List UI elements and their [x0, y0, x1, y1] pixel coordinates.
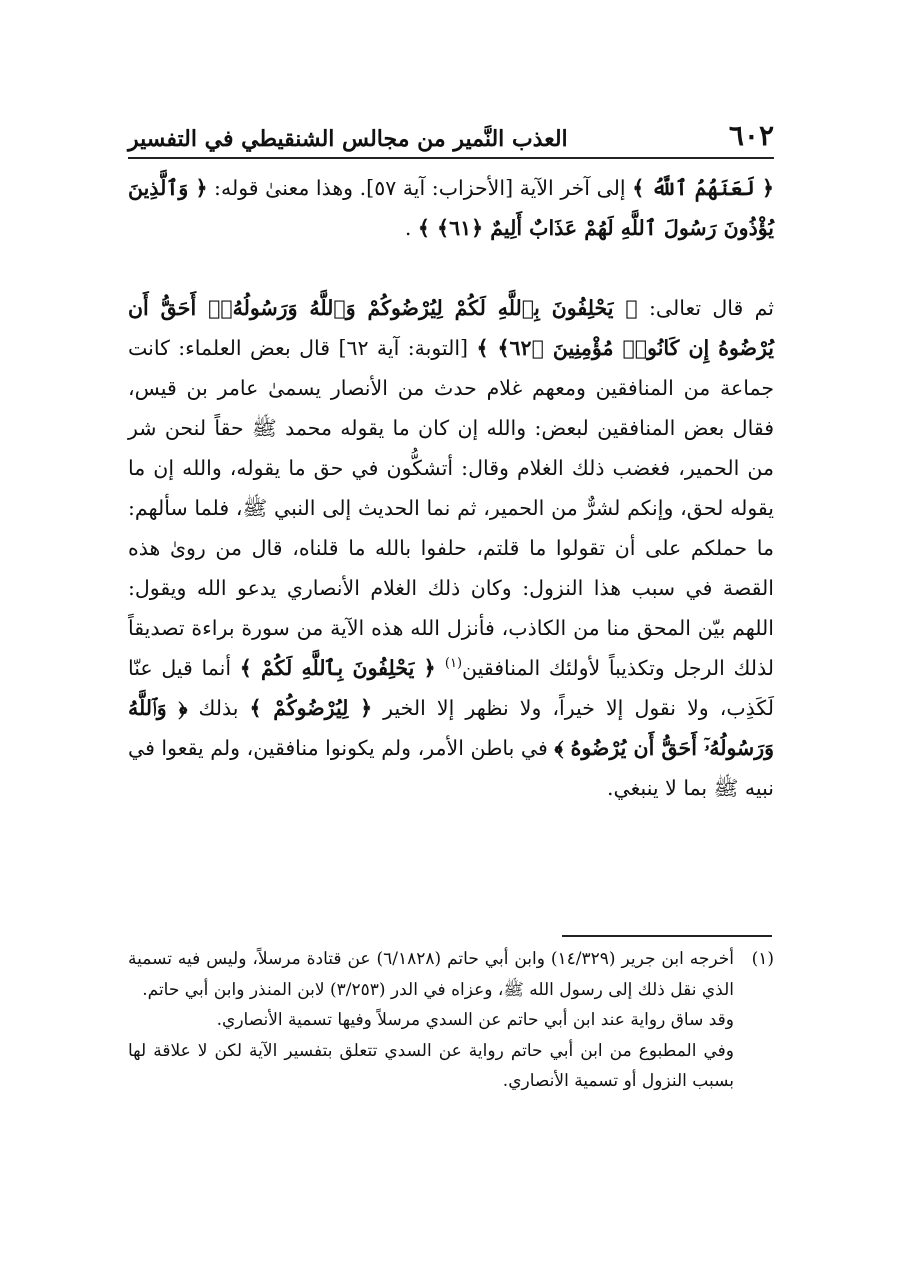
paragraph-text: في باطن الأمر، ولم يكونوا منافقين، ولم يقعوا في نبيه ﷺ بما لا ينبغي.: [128, 736, 774, 800]
footnotes: [128, 944, 774, 1097]
paragraph-text: أنما قيل عنّا لَكَذِب، ولا نقول إلا خيراً، ولا نظهر إلا الخير: [128, 656, 774, 720]
body-text: [128, 168, 774, 808]
paragraph-text: إلى آخر الآية [الأحزاب: آية ٥٧]. وهذا معنىٰ قوله:: [207, 176, 633, 200]
quran-quote: ﴿ يَحْلِفُونَ بِٱللَّهِ لَكُمْ لِيُرْضُوكُمْ وَٱللَّهُ وَرَسُولُهُۥٓ أَحَقُّ أَن يُرْضُوهُ إِن كَانُوا۟ مُؤْمِنِينَ ﴿٦٢﴾ ﴾: [128, 296, 774, 360]
quran-quote: ﴿ يَحْلِفُونَ بِٱللَّهِ لَكُمْ ﴾: [239, 656, 445, 680]
footnote-number: (١): [751, 949, 774, 969]
page-header: [128, 112, 774, 152]
footnote-text: وفي المطبوع من ابن أبي حاتم رواية عن السدي تتعلق بتفسير الآية لكن لا علاقة لها بسبب النزول أو تسمية الأنصاري.: [128, 1040, 734, 1091]
page-number: ٦٠٢: [728, 119, 774, 152]
footnote-entry: [128, 944, 774, 1005]
paragraph-text: [التوبة: آية ٦٢] قال بعض العلماء: كانت جماعة من المنافقين ومعهم غلام حدث من الأنصار يسمىٰ عامر بن قيس، فقال بعض المنافقين لبعض: والله إن كان ما يقوله محمد ﷺ حقاً لنحن شر من الحمير، فغضب ذلك الغلام وقال: أتشكُّون في حق ما يقوله، والله إن ما يقوله لحق، وإنكم لشرٌّ من الحمير، ثم نما الحديث إلى النبي ﷺ، فلما سألهم: ما حملكم على أن تقولوا ما قلتم، حلفوا بالله ما قلناه، قال من روىٰ هذه القصة في سبب هذا النزول: وكان ذلك الغلام الأنصاري يدعو الله ويقول: اللهم بيّن المحق منا من الكاذب، فأنزل الله هذه الآية من سورة براءة تصديقاً لذلك الرجل وتكذيباً لأولئك المنافقين: [128, 336, 775, 680]
quran-quote: ﴿ وَٱلَّذِينَ يُؤْذُونَ رَسُولَ ٱللَّهِ لَهُمْ عَذَابٌ أَلِيمٌ ﴿٦١﴾ ﴾: [128, 176, 774, 240]
quran-quote: ﴿ لَعَنَهُمُ ٱللَّهُ ﴾: [632, 176, 774, 200]
footnote-rule: [562, 935, 772, 937]
quran-quote: ﴿ وَٱللَّهُ وَرَسُولُهُۥٓ أَحَقُّ أَن يُرْضُوهُ ﴾: [128, 696, 775, 760]
running-title: العذب النَّمير من مجالس الشنقيطي في التفسير: [128, 126, 568, 152]
paragraph-2: [128, 288, 774, 808]
quran-quote: ﴿ لِيُرْضُوكُمْ ﴾: [249, 696, 373, 720]
footnote-text: أخرجه ابن جرير (١٤/٣٢٩) وابن أبي حاتم (٦/١٨٢٨) عن قتادة مرسلاً، وليس فيه تسمية الذي نقل ذلك إلى رسول الله ﷺ، وعزاه في الدر (٣/٢٥٣) لابن المنذر وابن أبي حاتم.: [128, 949, 734, 1000]
paragraph-text: بذلك: [187, 696, 250, 720]
footnote-reference: (١): [444, 656, 463, 672]
footnote-text: وقد ساق رواية عند ابن أبي حاتم عن السدي مرسلاً وفيها تسمية الأنصاري.: [216, 1010, 734, 1030]
header-rule: [128, 157, 774, 159]
paragraph-intro: ثم قال تعالى:: [637, 296, 774, 320]
paragraph-text: .: [404, 216, 418, 240]
paragraph-1: [128, 168, 774, 248]
